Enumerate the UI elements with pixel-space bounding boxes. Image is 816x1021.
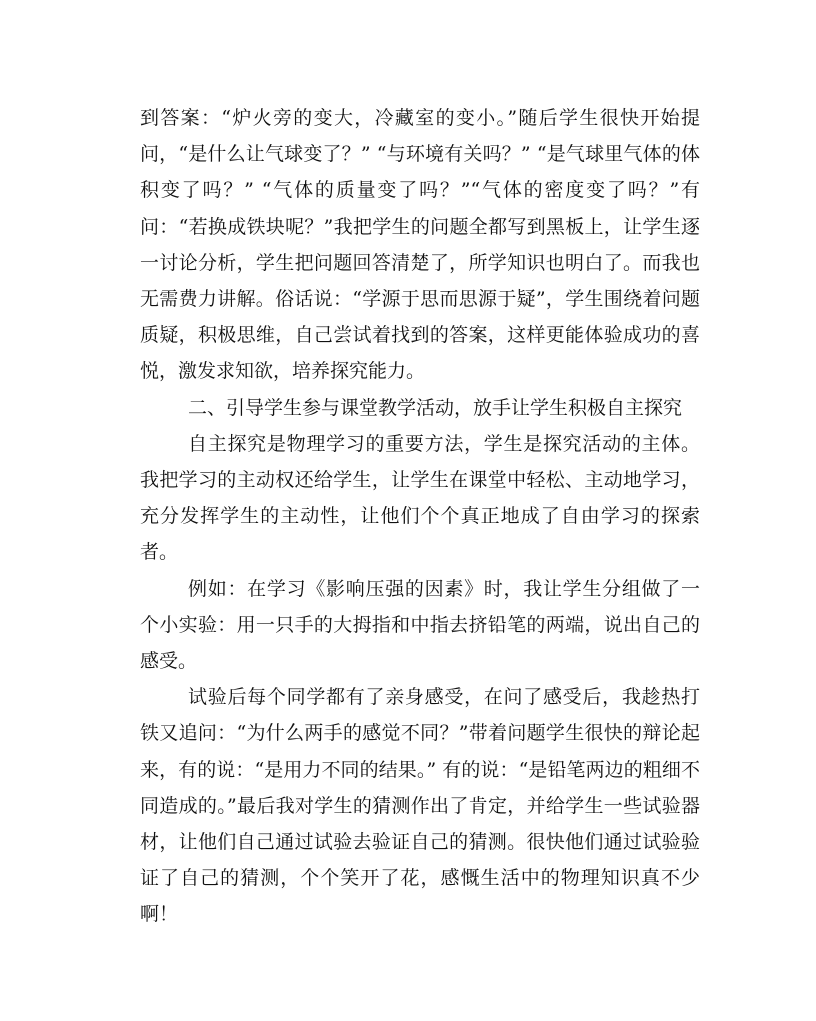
paragraph-self-exploration: 自主探究是物理学习的重要方法，学生是探究活动的主体。我把学习的主动权还给学生，让学生在课堂中轻松、主动地学习，充分发挥学生的主动性，让他们个个真正地成了自由学习的探索者。 — [140, 432, 700, 564]
paragraph-pressure-example: 例如：在学习《影响压强的因素》时，我让学生分组做了一个小实验：用一只手的大拇指和中指去挤铅笔的两端，说出自己的感受。 — [140, 577, 700, 673]
document-body — [140, 100, 700, 933]
paragraph-experiment-result: 试验后每个同学都有了亲身感受，在问了感受后，我趁热打铁又追问：“为什么两手的感觉不同？”带着问题学生很快的辩论起来，有的说：“是用力不同的结果。” 有的说：“是铅笔两边的粗细不同造成的。”最后我对学生的猜测作出了肯定，并给学生一些试验器材，让他们自己通过试验去验证自己的猜测。很快他们通过试验验证了自己的猜测，个个笑开了花，感慨生活中的物理知识真不少啊！ — [140, 686, 700, 926]
section-heading-2: 二、引导学生参与课堂教学活动，放手让学生积极自主探究 — [188, 396, 683, 419]
paragraph-answer-and-questions: 到答案：“炉火旁的变大，冷藏室的变小。”随后学生很快开始提问，“是什么让气球变了？” “与环境有关吗？” “是气球里气体的体积变了吗？” “气体的质量变了吗？”“气体的密度变了吗？”有问：“若换成铁块呢？”我把学生的问题全都写到黑板上，让学生逐一讨论分析，学生把问题回答清楚了，所学知识也明白了。而我也无需费力讲解。俗话说：“学源于思而思源于疑”，学生围绕着问题质疑，积极思维，自己尝试着找到的答案，这样更能体验成功的喜悦，激发求知欲，培养探究能力。 — [140, 107, 700, 383]
